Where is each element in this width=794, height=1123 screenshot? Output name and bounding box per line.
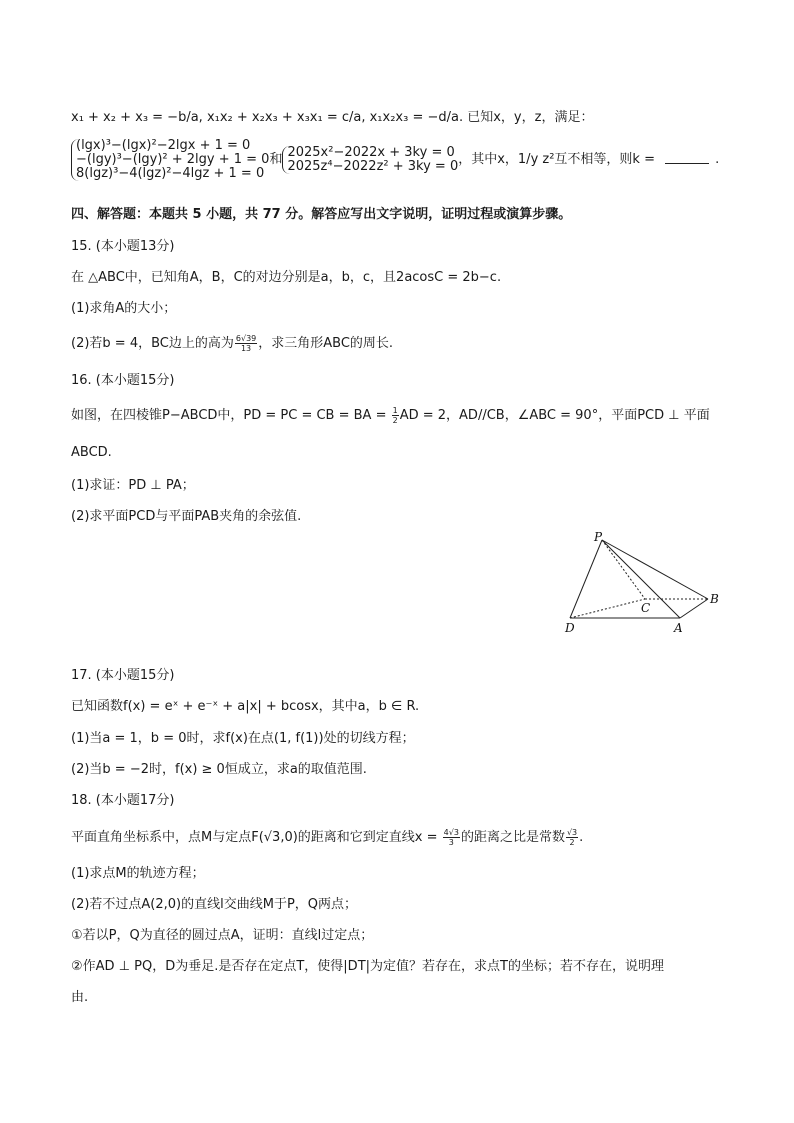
q15-part1: (1)求角A的大小； xyxy=(71,301,177,316)
q16-stem-cont: ABCD. xyxy=(71,445,112,460)
q18-stem-c: . xyxy=(579,830,584,845)
q14-sys1-eq3: 8(lgz)³−4(lgz)²−4lgz + 1 = 0 xyxy=(76,166,265,181)
q18-part1: (1)求点M的轨迹方程； xyxy=(71,866,205,881)
label-B: B xyxy=(710,592,719,606)
q14-sys2-eq2: 2025z⁴−2022z² + 3ky = 0 xyxy=(287,159,459,174)
q14-system-1 xyxy=(71,139,269,181)
section-4-heading: 四、解答题：本题共 5 小题，共 77 分。解答应写出文字说明，证明过程或演算步骤。 xyxy=(71,207,572,222)
q14-sys1-eq2: −(lgy)³−(lgy)² + 2lgy + 1 = 0 xyxy=(76,152,270,167)
edge-PC-hidden xyxy=(602,540,645,599)
q15-head: 15. (本小题13分) xyxy=(71,239,175,254)
q17-head: 17. (本小题15分) xyxy=(71,668,175,683)
label-A: A xyxy=(674,621,683,635)
q14-end: . xyxy=(715,152,720,167)
edge-DC-hidden xyxy=(570,599,645,618)
q18-stem xyxy=(71,828,583,848)
label-P: P xyxy=(594,530,603,544)
q18-part2-i: ①若以P，Q为直径的圆过点A，证明：直线l过定点； xyxy=(71,928,374,943)
q16-stem-a: 如图，在四棱锥P−ABCD中，PD = PC = CB = BA = xyxy=(71,408,391,423)
q18-stem-a: 平面直角坐标系中，点M与定点F(√3,0)的距离和它到定直线x = xyxy=(71,830,442,845)
q15-frac-den: 13 xyxy=(240,344,252,353)
q14-vieta-line xyxy=(71,108,593,128)
q15-part2 xyxy=(71,334,393,354)
q16-frac-num: 1 xyxy=(392,406,398,415)
q16-part2: (2)求平面PCD与平面PAB夹角的余弦值. xyxy=(71,509,302,524)
label-C: C xyxy=(641,601,651,615)
q17-part1: (1)当a = 1，b = 0时，求f(x)在点(1, f(1))处的切线方程； xyxy=(71,731,415,746)
q18-stem-b: 的距离之比是常数 xyxy=(460,830,565,845)
q18-part2-ii-end: 由. xyxy=(71,990,89,1005)
q14-sys2-eq1: 2025x²−2022x + 3ky = 0 xyxy=(287,145,455,160)
q16-part1: (1)求证：PD ⊥ PA； xyxy=(71,478,195,493)
q14-answer-blank[interactable] xyxy=(665,151,709,164)
edge-AB xyxy=(680,599,708,618)
q18-part2-ii: ②作AD ⊥ PQ，D为垂足.是否存在定点T，使得|DT|为定值？若存在，求点T的坐标；若不存在，说明理 xyxy=(71,959,664,974)
q18-ratio-fraction xyxy=(566,828,578,847)
q14-tail: ，其中x，1/y z²互不相等，则k = xyxy=(458,152,660,167)
pyramid-figure xyxy=(560,528,730,638)
q16-stem-b: AD = 2，AD//CB，∠ABC = 90°，平面PCD ⊥ 平面 xyxy=(399,408,710,423)
q14-and: 和 xyxy=(269,152,283,167)
q17-stem: 已知函数f(x) = eˣ + e⁻ˣ + a|x| + bcosx，其中a，b ∈ R. xyxy=(71,699,420,714)
q17-part2: (2)当b = −2时，f(x) ≥ 0恒成立，求a的取值范围. xyxy=(71,762,367,777)
q14-systems xyxy=(71,139,719,181)
q16-frac-den: 2 xyxy=(392,416,398,425)
q16-half-fraction xyxy=(392,406,399,425)
label-D: D xyxy=(565,621,575,635)
q18-frac2-den: 2 xyxy=(569,838,575,847)
q15-height-fraction xyxy=(235,334,257,353)
q14-vieta-text: x₁ + x₂ + x₃ = −b/a, x₁x₂ + x₂x₃ + x₃x₁ = c/a, x₁x₂x₃ = −d/a. 已知x，y，z，满足： xyxy=(71,110,594,125)
q16-stem xyxy=(71,406,710,426)
edge-PD xyxy=(570,540,602,618)
q15-stem: 在 △ABC中，已知角A，B，C的对边分别是a，b，c，且2acosC = 2b−c. xyxy=(71,270,502,285)
q18-frac1-num: 4√3 xyxy=(443,828,459,837)
q18-head: 18. (本小题17分) xyxy=(71,793,175,808)
q15-part2-b: ，求三角形ABC的周长. xyxy=(258,336,394,351)
edge-PB xyxy=(602,540,708,599)
q18-part2: (2)若不过点A(2,0)的直线l交曲线M于P，Q两点； xyxy=(71,897,358,912)
q14-sys1-eq1: (lgx)³−(lgx)²−2lgx + 1 = 0 xyxy=(76,138,251,153)
q14-system-2 xyxy=(282,146,458,174)
q18-frac2-num: √3 xyxy=(566,828,578,837)
q18-frac1-den: 3 xyxy=(448,838,454,847)
q18-line-fraction xyxy=(443,828,460,847)
q15-part2-a: (2)若b = 4，BC边上的高为 xyxy=(71,336,234,351)
q15-frac-num: 6√39 xyxy=(235,334,257,343)
q16-head: 16. (本小题15分) xyxy=(71,373,175,388)
